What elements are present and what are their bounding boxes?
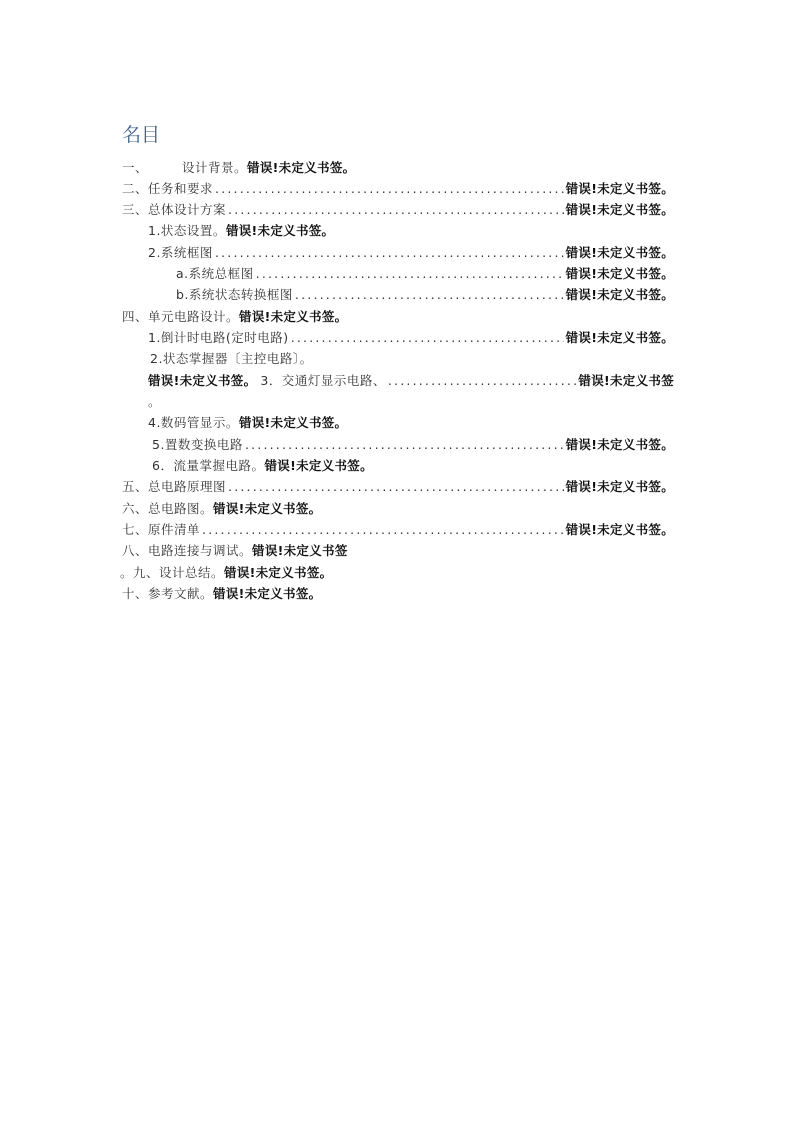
toc-leader-dots	[202, 519, 564, 540]
toc-entry-label: 五、总电路原理图	[122, 479, 227, 494]
toc-error-text: 错误!未定义书签。	[565, 479, 674, 494]
toc-entry-10[interactable]	[122, 583, 321, 604]
toc-entry-label: 十、参考文献。	[122, 586, 214, 601]
toc-leader-dots	[228, 199, 564, 220]
toc-title: 名目	[122, 124, 161, 146]
toc-entry-label: 2.系统框图	[148, 245, 213, 260]
toc-entry-label: 设计背景。	[182, 160, 248, 175]
toc-error-text: 错误!未定义书签。	[565, 522, 674, 537]
toc-entry-3-2b[interactable]	[176, 284, 674, 305]
toc-leader-dots	[256, 263, 564, 284]
toc-entry-label: 。九、设计总结。	[120, 565, 225, 580]
toc-entry-label: 2.状态掌握器〔主控电路〕。	[150, 351, 313, 366]
toc-entry-6[interactable]	[122, 498, 321, 519]
toc-entry-label: 四、单元电路设计。	[122, 309, 240, 324]
toc-entry-4-4[interactable]	[148, 412, 347, 433]
toc-error-text: 错误!未定义书签。	[247, 160, 356, 175]
toc-entry-3-2[interactable]	[148, 242, 674, 263]
toc-entry-3[interactable]	[122, 199, 674, 220]
toc-entry-4-5[interactable]	[152, 434, 674, 455]
toc-error-text: 错误!未定义书签。	[565, 245, 674, 260]
toc-error-text: 错误!未定义书签。	[565, 202, 674, 217]
toc-entry-label: 三、总体设计方案	[122, 202, 227, 217]
toc-entry-7[interactable]	[122, 519, 674, 540]
toc-entry-8[interactable]	[122, 540, 348, 561]
toc-entry-label: 1.倒计时电路(定时电路)	[148, 330, 289, 345]
toc-entry-tail: 。	[148, 394, 161, 409]
toc-error-text: 错误!未定义书签。	[213, 501, 322, 516]
toc-error-text: 错误!未定义书签。	[224, 565, 333, 580]
toc-entry-label: 八、电路连接与调试。	[122, 543, 253, 558]
toc-leader-dots	[215, 242, 564, 263]
toc-error-text: 错误!未定义书签。	[565, 181, 674, 196]
toc-error-text: 错误!未定义书签	[252, 543, 348, 558]
toc-error-text: 错误!未定义书签。	[565, 287, 674, 302]
toc-entry-label: 5.置数变换电路	[152, 437, 243, 452]
toc-entry-3-2a[interactable]	[176, 263, 674, 284]
toc-error-text: 错误!未定义书签	[578, 373, 674, 388]
toc-entry-9[interactable]	[120, 562, 332, 583]
toc-entry-label: b.系统状态转换框图	[176, 287, 293, 302]
toc-error-text: 错误!未定义书签。	[213, 586, 322, 601]
toc-entry-4-6[interactable]	[152, 455, 373, 476]
toc-entry-4-1[interactable]	[148, 327, 674, 348]
toc-entry-label: 1.状态设置。	[148, 223, 226, 238]
toc-entry-label: a.系统总框图	[176, 266, 254, 281]
toc-entry-2[interactable]	[122, 178, 674, 199]
toc-leader-dots	[245, 434, 564, 455]
toc-error-text: 错误!未定义书签。	[565, 266, 674, 281]
toc-entry-label: 6．流量掌握电路。	[152, 458, 265, 473]
toc-error-text: 错误!未定义书签。	[239, 309, 348, 324]
toc-error-text: 错误!未定义书签。	[264, 458, 373, 473]
toc-error-text: 错误!未定义书签。	[238, 415, 348, 430]
toc-entry-label: 3．交通灯显示电路、	[260, 373, 386, 388]
toc-leader-dots	[228, 476, 564, 497]
toc-error-text: 错误!未定义书签。	[148, 373, 257, 388]
toc-error-text: 错误!未定义书签。	[565, 437, 674, 452]
toc-entry-4-3-tail	[148, 391, 161, 412]
toc-leader-dots	[291, 327, 564, 348]
toc-error-text: 错误!未定义书签。	[565, 330, 674, 345]
toc-entry-5[interactable]	[122, 476, 674, 497]
toc-leader-dots	[388, 370, 577, 391]
toc-entry-label: 七、原件清单	[122, 522, 201, 537]
toc-leader-dots	[295, 284, 564, 305]
toc-entry-1[interactable]	[122, 157, 355, 178]
toc-entry-4-2-3[interactable]	[148, 370, 674, 391]
toc-entry-label: 4.数码管显示。	[148, 415, 239, 430]
toc-entry-4-2[interactable]	[150, 348, 313, 369]
toc-entry-label: 六、总电路图。	[122, 501, 214, 516]
toc-error-text: 错误!未定义书签。	[225, 223, 335, 238]
toc-entry-label: 二、任务和要求	[122, 181, 214, 196]
toc-entry-3-1[interactable]	[148, 220, 334, 241]
toc-entry-number: 一、	[122, 160, 149, 175]
toc-leader-dots	[215, 178, 564, 199]
toc-entry-4[interactable]	[122, 306, 347, 327]
